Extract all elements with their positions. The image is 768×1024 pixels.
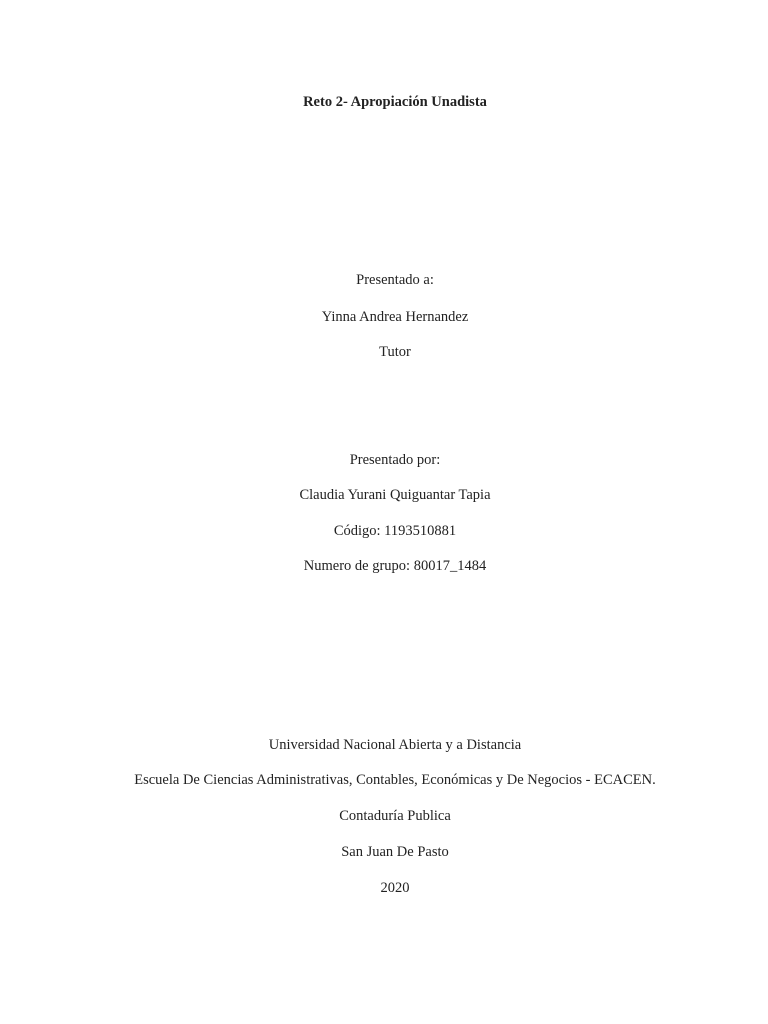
tutor-role: Tutor bbox=[379, 344, 411, 360]
program-name: Contaduría Publica bbox=[339, 808, 451, 824]
city-name: San Juan De Pasto bbox=[341, 844, 449, 860]
document-title: Reto 2- Apropiación Unadista bbox=[303, 94, 487, 110]
student-code: Código: 1193510881 bbox=[333, 523, 457, 539]
presented-to-label: Presentado a: bbox=[356, 272, 434, 288]
university-name: Universidad Nacional Abierta y a Distancia bbox=[268, 737, 522, 753]
school-name: Escuela De Ciencias Administrativas, Contables, Económicas y De Negocios - ECACEN. bbox=[134, 772, 656, 788]
document-year: 2020 bbox=[380, 880, 410, 896]
presented-by-label: Presentado por: bbox=[349, 452, 441, 468]
author-name: Claudia Yurani Quiguantar Tapia bbox=[299, 487, 491, 503]
group-number: Numero de grupo: 80017_1484 bbox=[303, 558, 487, 574]
tutor-name: Yinna Andrea Hernandez bbox=[321, 309, 469, 325]
